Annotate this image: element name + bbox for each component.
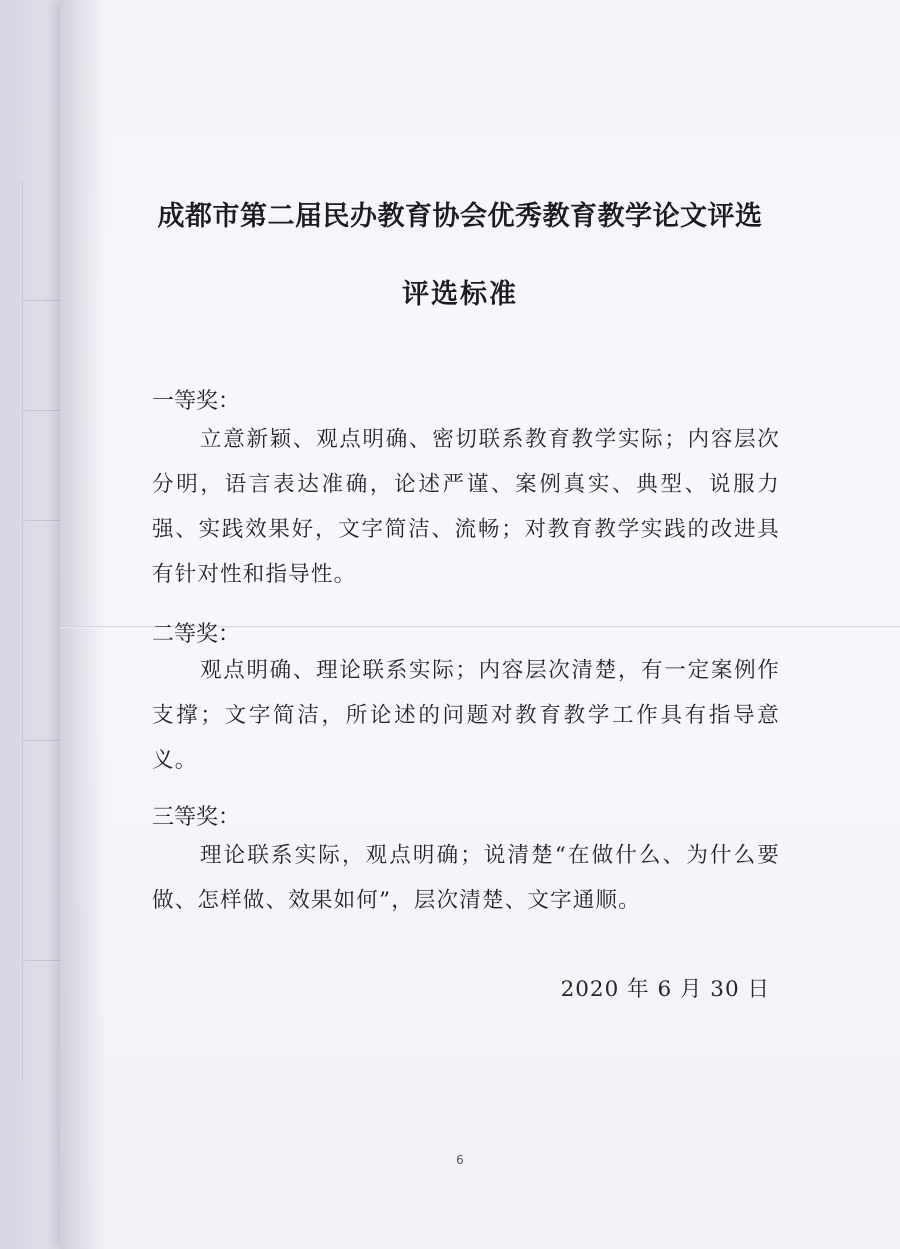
first-prize-heading: 一等奖： xyxy=(152,389,241,414)
document-date: 2020 年 6 月 30 日 xyxy=(560,977,770,1002)
third-prize-heading: 三等奖： xyxy=(152,805,241,830)
underlying-rule xyxy=(22,180,23,1080)
first-prize-criteria: 立意新颖、观点明确、密切联系教育教学实际；内容层次分明，语言表达准确，论述严谨、案例真实、典型、说服力强、实践效果好，文字简洁、流畅；对教育教学实践的改进具有针对性和指导性。 xyxy=(152,427,780,587)
document-title: 成都市第二届民办教育协会优秀教育教学论文评选 xyxy=(157,201,763,232)
second-prize-heading: 二等奖： xyxy=(152,622,241,647)
document-subtitle: 评选标准 xyxy=(402,279,518,310)
page-number: 6 xyxy=(456,1153,464,1167)
sheet-edge-shadow xyxy=(60,0,106,1249)
second-prize-criteria: 观点明确、理论联系实际；内容层次清楚，有一定案例作支撑；文字简洁，所论述的问题对教育教学工作具有指导意义。 xyxy=(152,658,780,773)
third-prize-criteria: 理论联系实际，观点明确；说清楚“在做什么、为什么要做、怎样做、效果如何”，层次清楚、文字通顺。 xyxy=(152,843,780,913)
